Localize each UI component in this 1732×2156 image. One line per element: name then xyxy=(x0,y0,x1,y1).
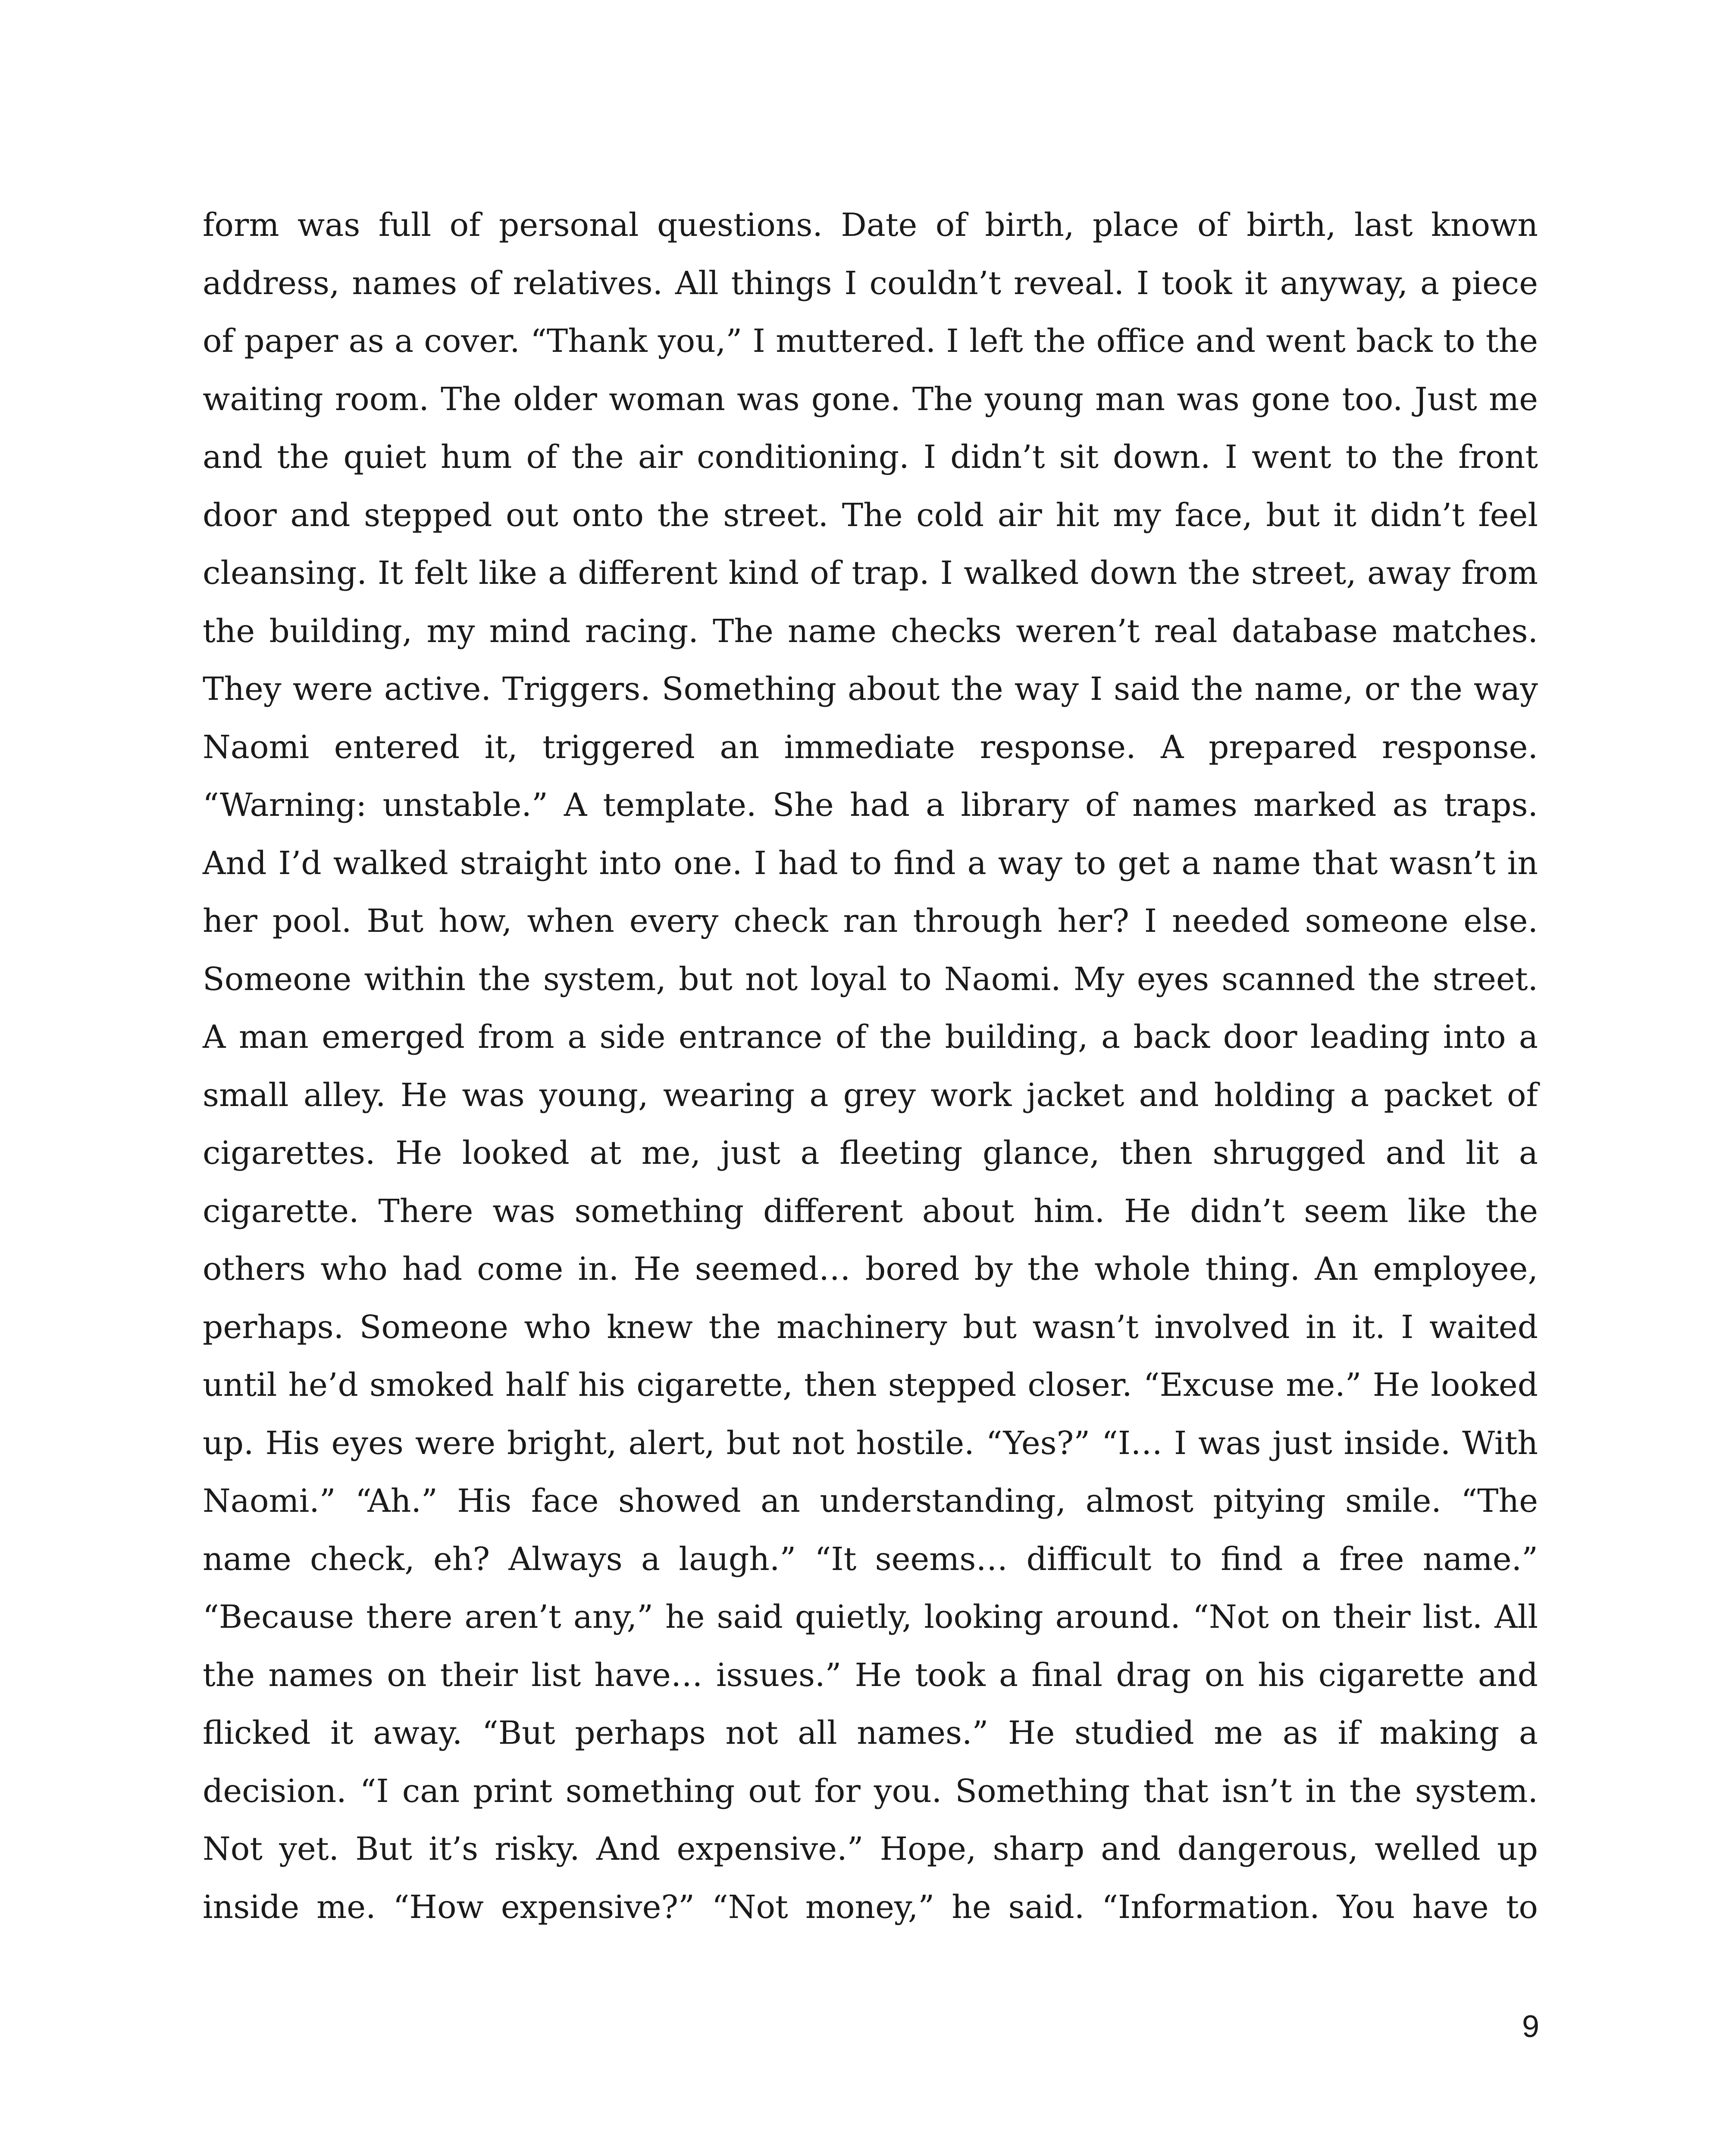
text-line: decision. “I can print something out for you. Something that isn’t in the system. xyxy=(203,1772,1538,1810)
text-line: up. His eyes were bright, alert, but not hostile. “Yes?” “I… I was just inside. With xyxy=(203,1424,1538,1462)
text-line: Someone within the system, but not loyal to Naomi. My eyes scanned the street. xyxy=(203,960,1538,998)
text-line: name check, eh? Always a laugh.” “It seems… difficult to find a free name.” xyxy=(203,1540,1538,1578)
text-line: “Warning: unstable.” A template. She had a library of names marked as traps. xyxy=(203,787,1538,824)
text-line: small alley. He was young, wearing a grey work jacket and holding a packet of xyxy=(203,1076,1538,1114)
text-line: of paper as a cover. “Thank you,” I muttered. I left the office and went back to the xyxy=(203,323,1538,360)
text-line: “Because there aren’t any,” he said quietly, looking around. “Not on their list. All xyxy=(203,1598,1538,1636)
text-line: address, names of relatives. All things I couldn’t reveal. I took it anyway, a piece xyxy=(203,264,1538,302)
text-line: A man emerged from a side entrance of the building, a back door leading into a xyxy=(203,1018,1538,1056)
text-line: flicked it away. “But perhaps not all names.” He studied me as if making a xyxy=(203,1714,1538,1752)
text-line: inside me. “How expensive?” “Not money,” he said. “Information. You have to xyxy=(203,1888,1538,1926)
text-line: her pool. But how, when every check ran through her? I needed someone else. xyxy=(203,903,1538,940)
text-line: cleansing. It felt like a different kind of trap. I walked down the street, away from xyxy=(203,555,1538,592)
text-line: door and stepped out onto the street. The cold air hit my face, but it didn’t feel xyxy=(203,496,1538,534)
body-text xyxy=(203,196,1538,1936)
text-line: waiting room. The older woman was gone. The young man was gone too. Just me xyxy=(203,380,1538,418)
text-line: cigarettes. He looked at me, just a fleeting glance, then shrugged and lit a xyxy=(203,1134,1538,1172)
text-line: They were active. Triggers. Something about the way I said the name, or the way xyxy=(203,671,1538,708)
text-line: others who had come in. He seemed… bored by the whole thing. An employee, xyxy=(203,1250,1538,1288)
text-line: form was full of personal questions. Date of birth, place of birth, last known xyxy=(203,207,1538,244)
text-line: And I’d walked straight into one. I had to find a way to get a name that wasn’t in xyxy=(203,844,1538,882)
text-line: Naomi entered it, triggered an immediate response. A prepared response. xyxy=(203,728,1538,766)
text-line: the names on their list have… issues.” He took a final drag on his cigarette and xyxy=(203,1656,1538,1694)
text-line: until he’d smoked half his cigarette, then stepped closer. “Excuse me.” He looked xyxy=(203,1366,1538,1404)
text-line: and the quiet hum of the air conditioning. I didn’t sit down. I went to the front xyxy=(203,439,1538,476)
text-line: the building, my mind racing. The name checks weren’t real database matches. xyxy=(203,612,1538,650)
text-line: Naomi.” “Ah.” His face showed an understanding, almost pitying smile. “The xyxy=(203,1482,1538,1520)
page-number: 9 xyxy=(1522,2009,1539,2044)
text-line: Not yet. But it’s risky. And expensive.” Hope, sharp and dangerous, welled up xyxy=(203,1830,1538,1868)
text-line: perhaps. Someone who knew the machinery but wasn’t involved in it. I waited xyxy=(203,1308,1538,1346)
text-line: cigarette. There was something different about him. He didn’t seem like the xyxy=(203,1192,1538,1230)
